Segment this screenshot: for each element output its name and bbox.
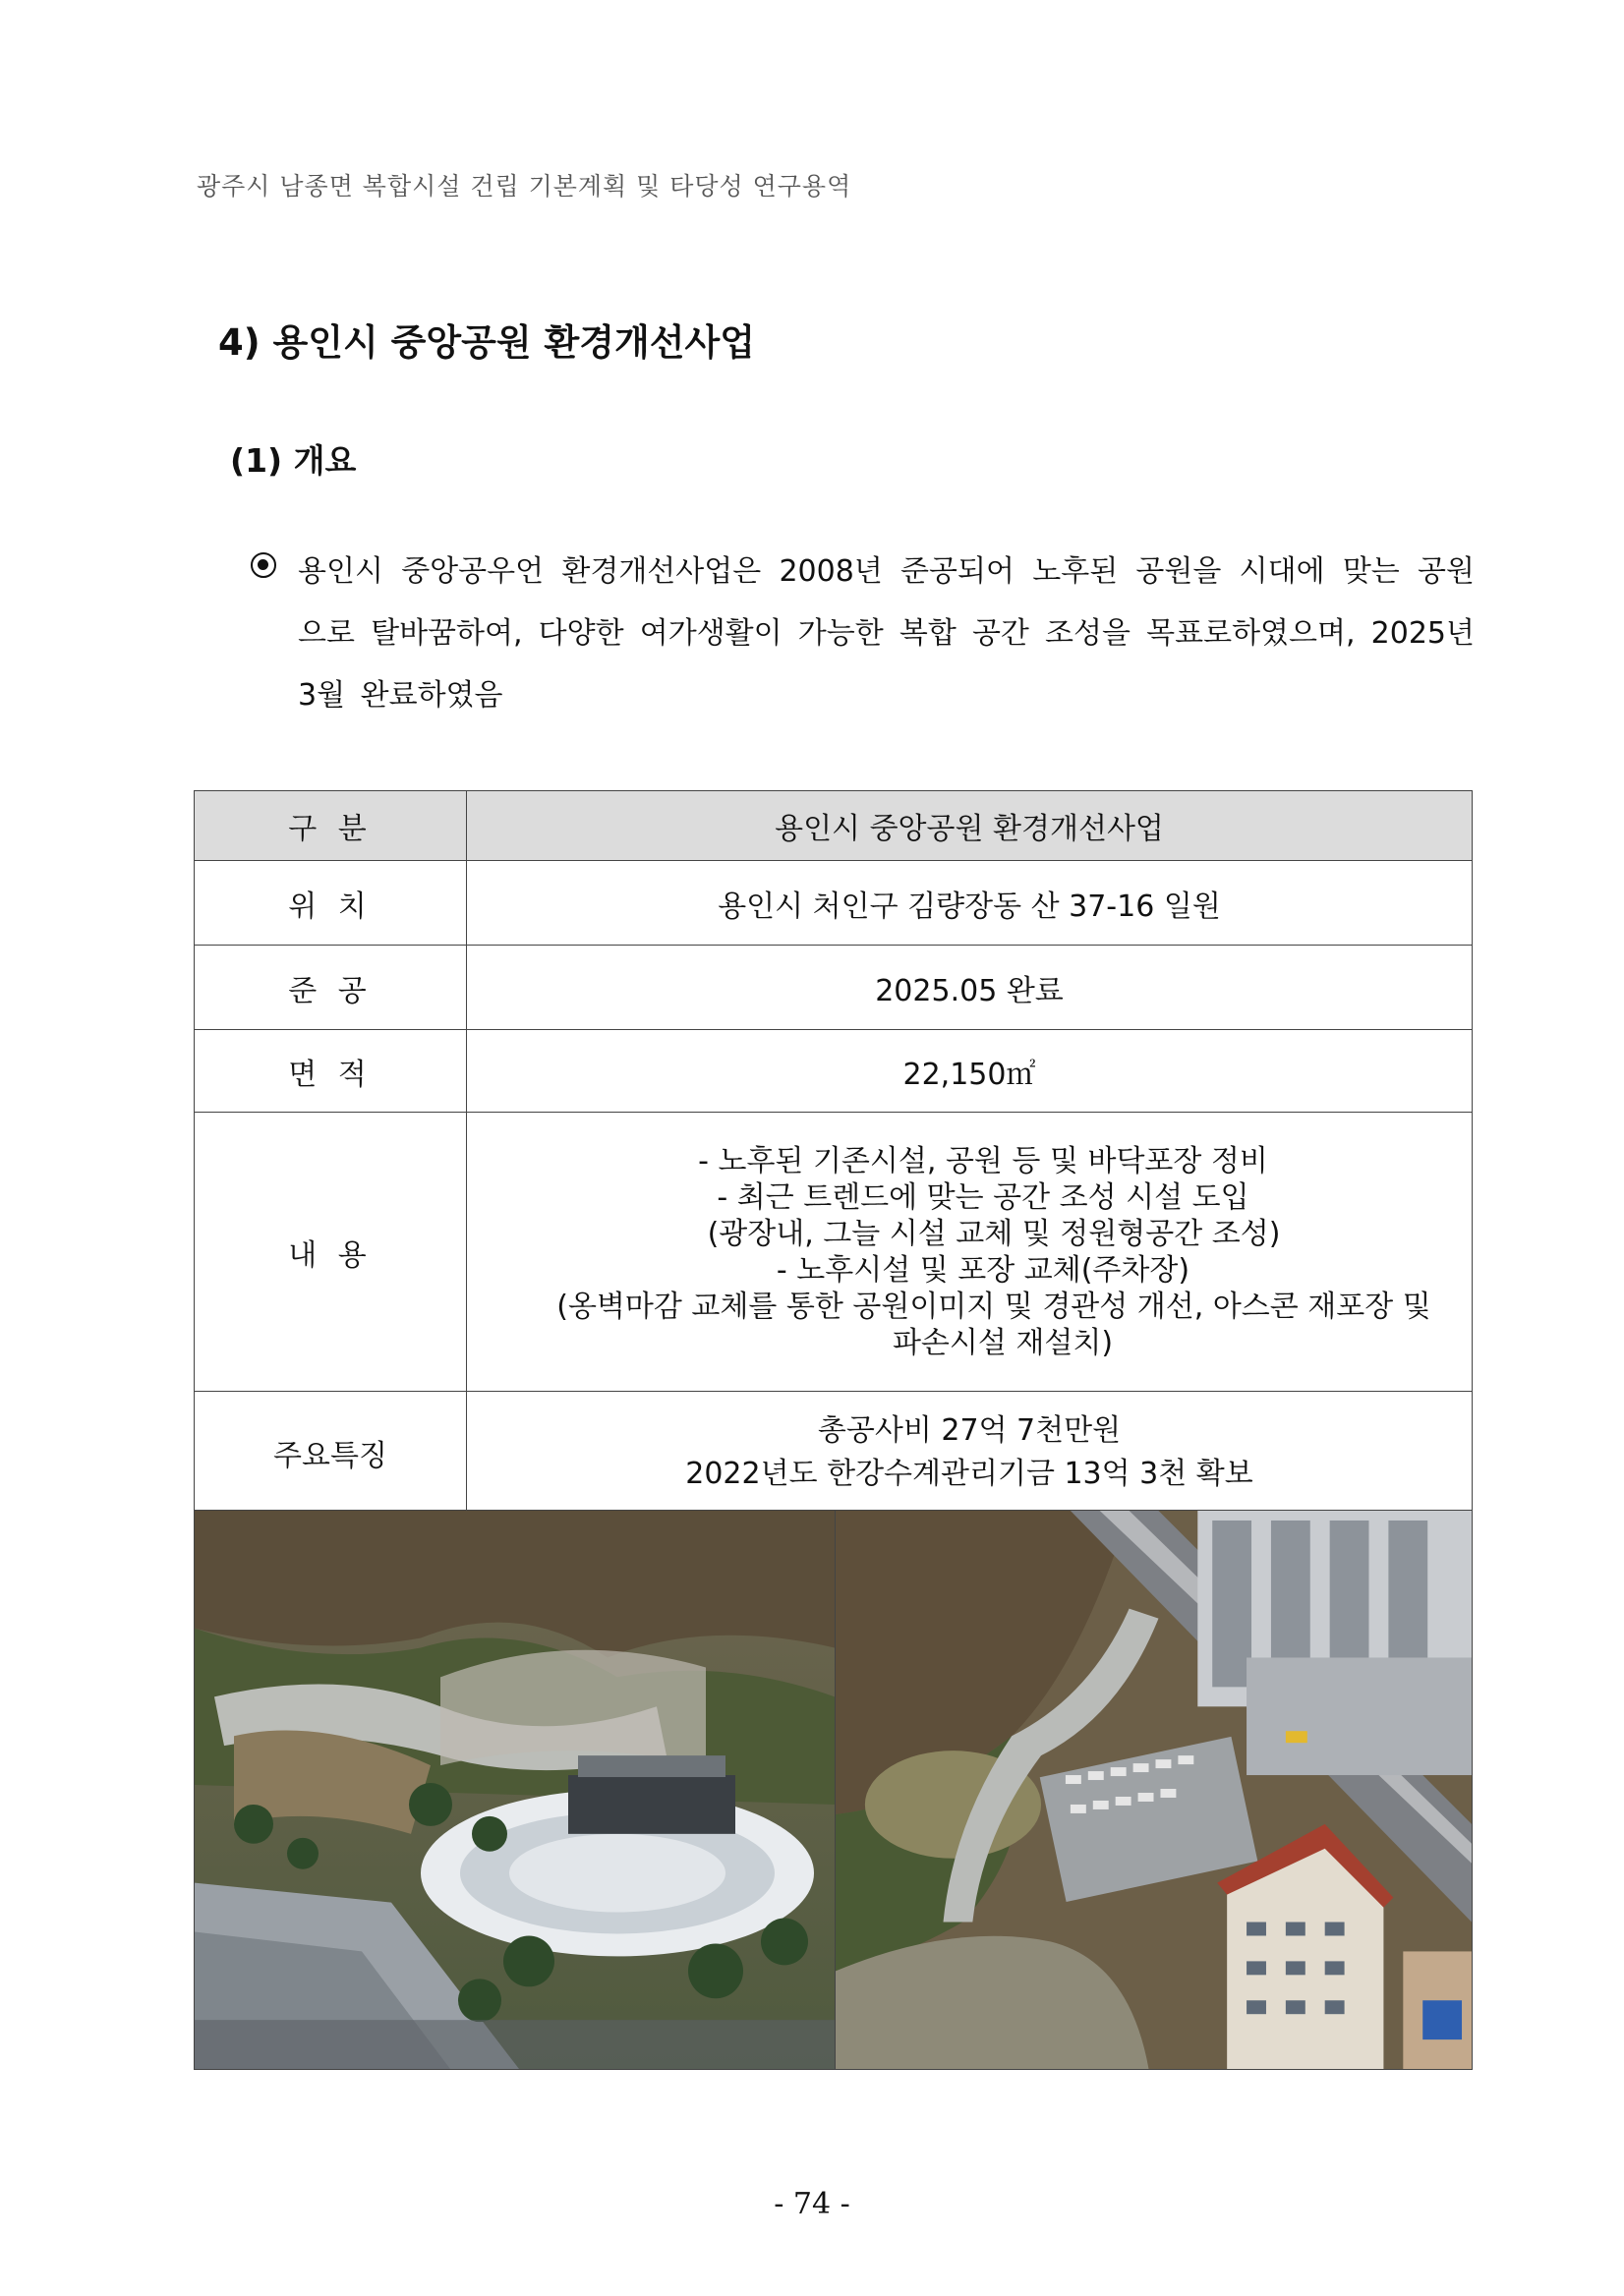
overview-table	[194, 790, 1473, 1514]
content-line: 파손시설 재설치)	[892, 1325, 1114, 1360]
table-header-value: 용인시 중앙공원 환경개선사업	[467, 791, 1473, 861]
park-parking-aerial-photo-drawing	[836, 1511, 1472, 2069]
content-line: (광장내, 그늘 시설 교체 및 정원형공간 조성)	[707, 1216, 1281, 1251]
park-parking-aerial-photo	[836, 1511, 1472, 2069]
content-line: - 노후된 기존시설, 공원 등 및 바닥포장 정비	[698, 1143, 1268, 1178]
fisheye-bullet-icon	[251, 552, 276, 578]
table-row	[195, 1392, 1473, 1514]
row-value-features	[467, 1392, 1473, 1514]
row-value-contents	[467, 1113, 1473, 1392]
park-plaza-aerial-photo	[195, 1511, 836, 2069]
content-line: - 노후시설 및 포장 교체(주차장)	[776, 1252, 1190, 1288]
table-header-row	[195, 791, 1473, 861]
table-row	[195, 861, 1473, 946]
park-plaza-aerial-photo-drawing	[195, 1511, 835, 2069]
table-row	[195, 1113, 1473, 1392]
table-row	[195, 1030, 1473, 1113]
row-value-area: 22,150㎡	[467, 1030, 1473, 1113]
row-label-features: 주요특징	[195, 1392, 467, 1514]
content-line: (옹벽마감 교체를 통한 공원이미지 및 경관성 개선, 아스콘 재포장 및	[556, 1289, 1431, 1324]
photo-strip	[194, 1510, 1473, 2070]
row-label-location: 위 치	[195, 861, 467, 946]
feature-line: 2022년도 한강수계관리기금 13억 3천 확보	[685, 1456, 1253, 1491]
overview-text: 용인시 중앙공우언 환경개선사업은 2008년 준공되어 노후된 공원을 시대에 맞는 공원으로 탈바꿈하여, 다양한 여가생활이 가능한 복합 공간 조성을 목표로하였으며, 2025년 3월 완료하였음	[298, 554, 1475, 713]
overview-bullet	[251, 541, 1475, 726]
table-header-label: 구 분	[195, 791, 467, 861]
running-header: 광주시 남종면 복합시설 건립 기본계획 및 타당성 연구용역	[197, 172, 852, 201]
row-value-location: 용인시 처인구 김량장동 산 37-16 일원	[467, 861, 1473, 946]
row-label-area: 면 적	[195, 1030, 467, 1113]
row-label-completion: 준 공	[195, 946, 467, 1030]
feature-line: 총공사비 27억 7천만원	[817, 1412, 1122, 1448]
row-value-completion: 2025.05 완료	[467, 946, 1473, 1030]
section-title: 4) 용인시 중앙공원 환경개선사업	[218, 321, 755, 364]
table-row	[195, 946, 1473, 1030]
page-number: - 74 -	[774, 2187, 850, 2221]
subsection-title: (1) 개요	[230, 441, 357, 480]
content-line: - 최근 트렌드에 맞는 공간 조성 시설 도입	[717, 1179, 1249, 1215]
row-label-contents: 내 용	[195, 1113, 467, 1392]
